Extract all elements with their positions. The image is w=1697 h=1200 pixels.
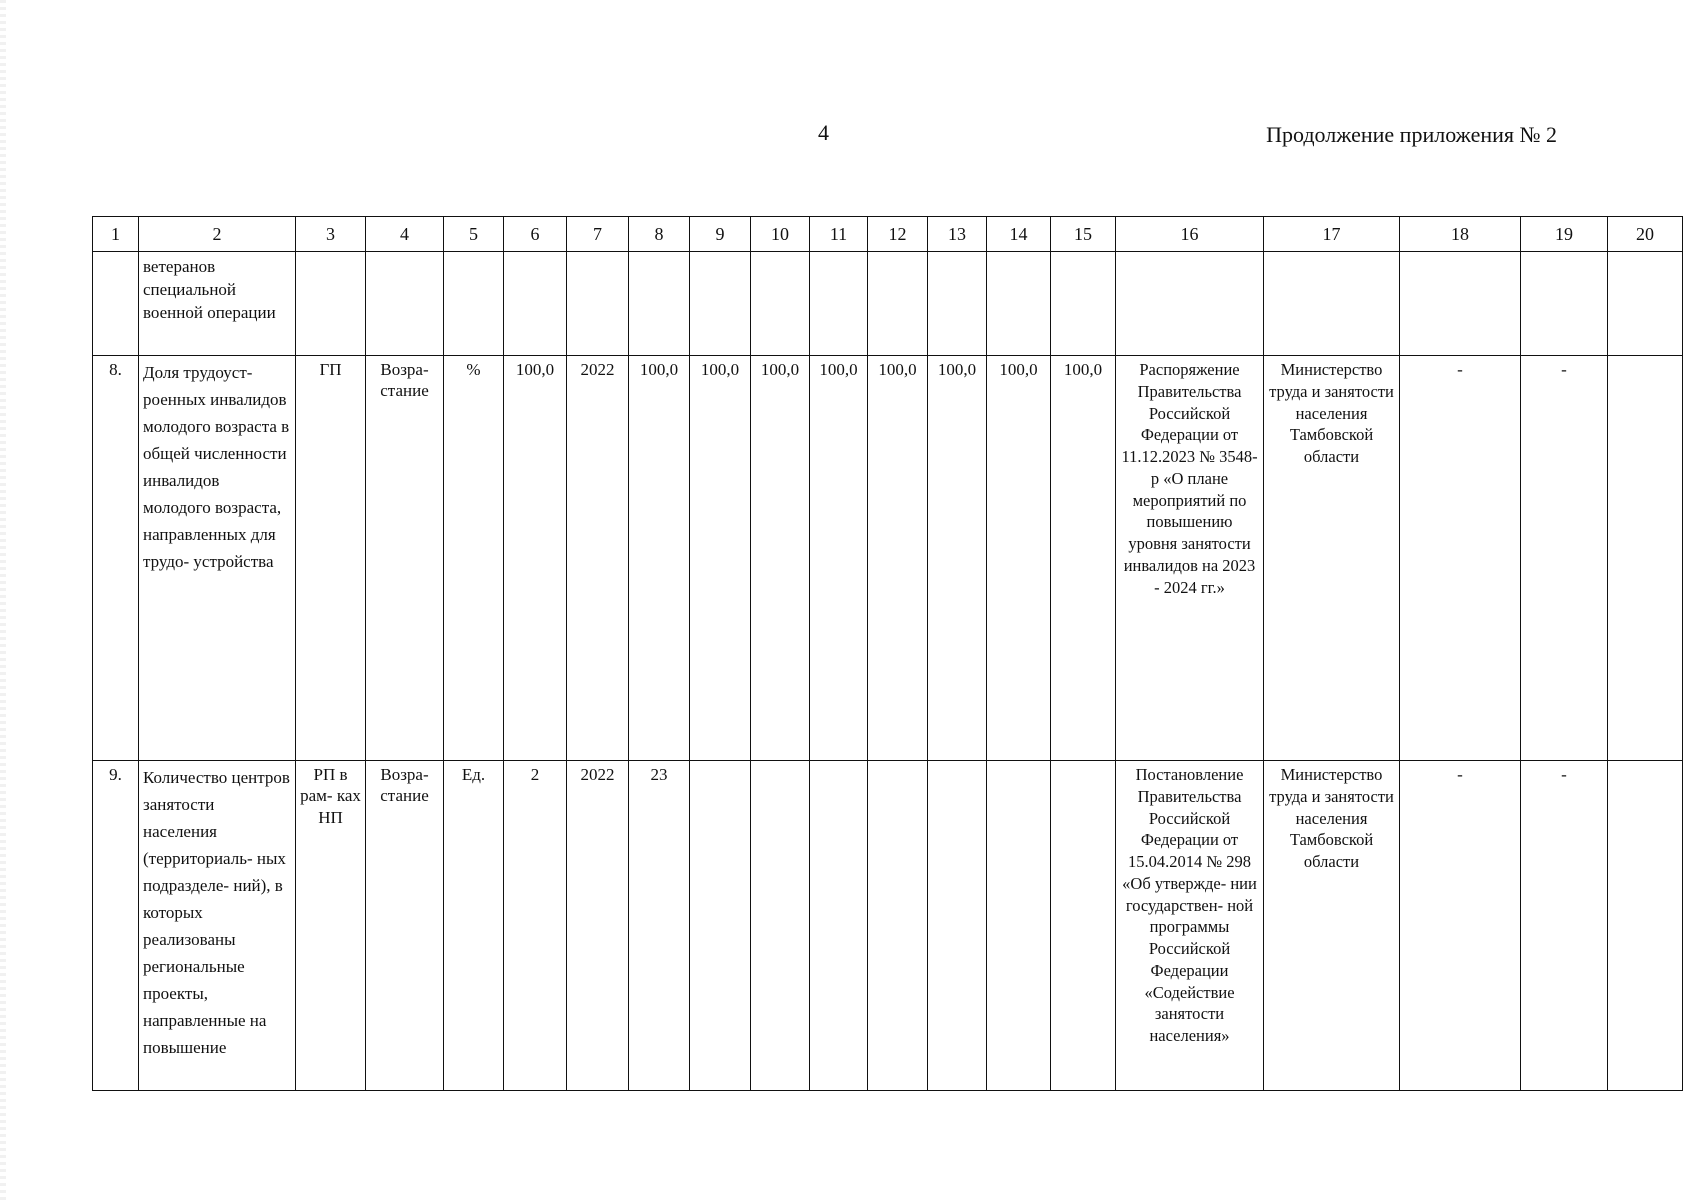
column-header: 3: [296, 217, 366, 252]
col18-value: -: [1400, 761, 1521, 1091]
col18-value: -: [1400, 356, 1521, 761]
target-value: 100,0: [810, 356, 868, 761]
table-row-continuation: [93, 252, 1683, 356]
responsible-body: Министерство труда и занятости населения Тамбовской области: [1264, 761, 1400, 1091]
target-value: [1051, 761, 1116, 1091]
page-number: 4: [818, 120, 829, 145]
target-value: 100,0: [928, 356, 987, 761]
indicators-table: [92, 216, 1683, 1091]
scan-edge: [0, 0, 6, 1200]
column-header: 11: [810, 217, 868, 252]
target-value: 23: [629, 761, 690, 1091]
indicator-type: ГП: [296, 356, 366, 761]
target-value: [868, 761, 928, 1091]
column-header: 14: [987, 217, 1051, 252]
column-header: 18: [1400, 217, 1521, 252]
table-row: [93, 356, 1683, 761]
target-value: 100,0: [868, 356, 928, 761]
responsible-body: Министерство труда и занятости населения Тамбовской области: [1264, 356, 1400, 761]
indicator-type: РП в рам- ках НП: [296, 761, 366, 1091]
target-value: [928, 761, 987, 1091]
column-header: 12: [868, 217, 928, 252]
indicator-name-continuation: ветеранов специальной военной операции: [139, 252, 296, 356]
row-number: 8.: [93, 356, 139, 761]
indicator-trend: Возра- стание: [366, 761, 444, 1091]
column-header: 2: [139, 217, 296, 252]
column-header: 17: [1264, 217, 1400, 252]
column-header: 7: [567, 217, 629, 252]
indicator-name: Количество центров занятости населения (территориаль- ных подразделе- ний), в которых реализованы региональные проекты, направленные на повышение: [139, 761, 296, 1091]
indicator-unit: Ед.: [444, 761, 504, 1091]
indicator-name: Доля трудоуст- роенных инвалидов молодого возраста в общей численности инвалидов молодого возраста, направленных для трудо- устройства: [139, 356, 296, 761]
column-header: 10: [751, 217, 810, 252]
column-header: 4: [366, 217, 444, 252]
target-value: 100,0: [987, 356, 1051, 761]
target-value: 100,0: [1051, 356, 1116, 761]
target-value: 100,0: [629, 356, 690, 761]
column-header: 6: [504, 217, 567, 252]
appendix-label: Продолжение приложения № 2: [1266, 122, 1557, 147]
legal-document: Распоряжение Правительства Российской Федерации от 11.12.2023 № 3548-р «О плане мероприятий по повышению уровня занятости инвалидов на 2023 - 2024 гг.»: [1116, 356, 1264, 761]
target-value: 100,0: [751, 356, 810, 761]
column-header: 15: [1051, 217, 1116, 252]
table-row: [93, 761, 1683, 1091]
target-value: [987, 761, 1051, 1091]
target-value: [690, 761, 751, 1091]
legal-document: Постановление Правительства Российской Федерации от 15.04.2014 № 298 «Об утвержде- нии государствен- ной программы Российской Федерации «Содействие занятости населения»: [1116, 761, 1264, 1091]
col19-value: -: [1521, 356, 1608, 761]
target-value: [751, 761, 810, 1091]
column-header: 9: [690, 217, 751, 252]
base-value: 100,0: [504, 356, 567, 761]
base-value: 2: [504, 761, 567, 1091]
target-value: [810, 761, 868, 1091]
table-header-row: [93, 217, 1683, 252]
col20-value: [1608, 356, 1683, 761]
row-number: 9.: [93, 761, 139, 1091]
base-year: 2022: [567, 356, 629, 761]
indicator-trend: Возра- стание: [366, 356, 444, 761]
target-value: 100,0: [690, 356, 751, 761]
column-header: 13: [928, 217, 987, 252]
column-header: 20: [1608, 217, 1683, 252]
column-header: 5: [444, 217, 504, 252]
column-header: 16: [1116, 217, 1264, 252]
base-year: 2022: [567, 761, 629, 1091]
column-header: 19: [1521, 217, 1608, 252]
column-header: 8: [629, 217, 690, 252]
col20-value: [1608, 761, 1683, 1091]
column-header: 1: [93, 217, 139, 252]
indicator-unit: %: [444, 356, 504, 761]
col19-value: -: [1521, 761, 1608, 1091]
